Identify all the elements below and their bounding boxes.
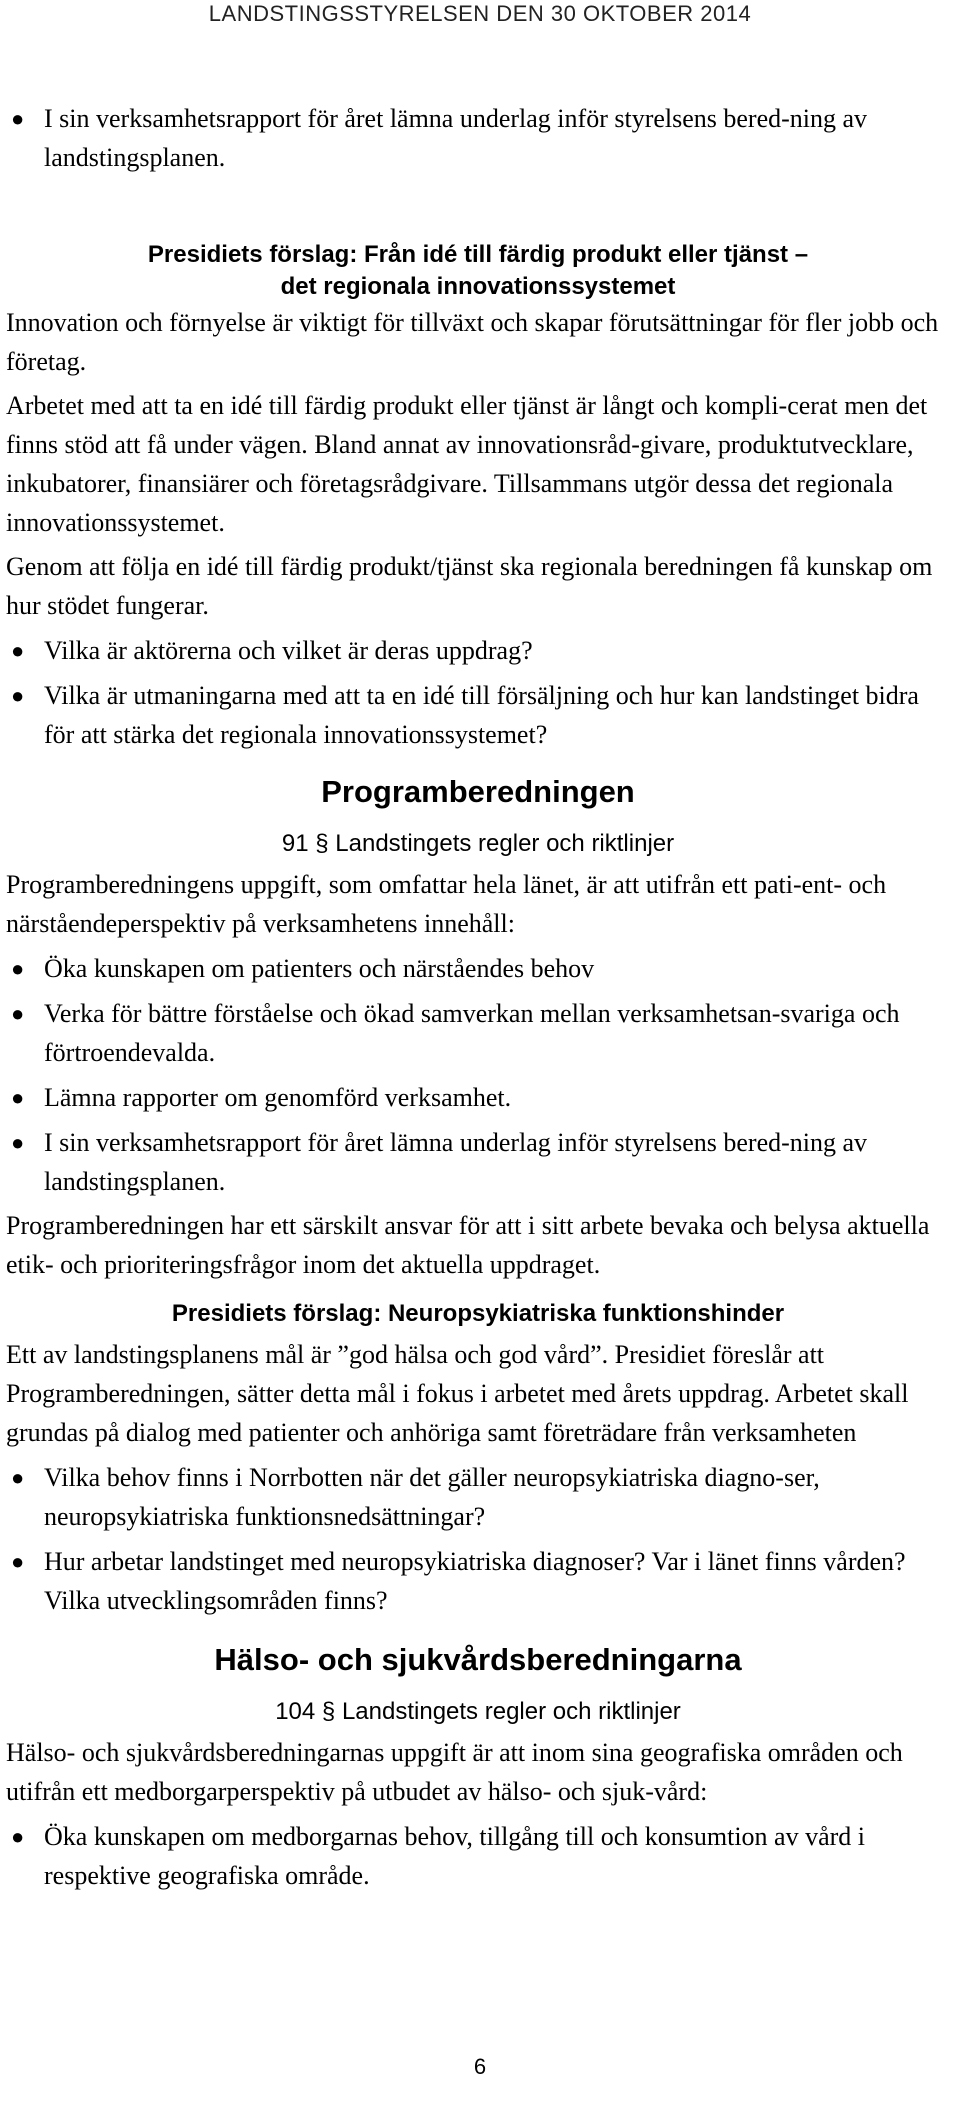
list-item-text: Vilka är aktörerna och vilket är deras uppdrag? [44,636,533,665]
list-item [6,1078,950,1117]
list-item [6,994,950,1072]
list-item [6,1542,950,1620]
innovation-paragraph-1: Innovation och förnyelse är viktigt för tillväxt och skapar förutsättningar för fler jobb och företag. [6,308,939,376]
list-item [6,1123,950,1201]
list-item [6,99,950,177]
halso-title: Hälso- och sjukvårdsberedningarna [214,1642,742,1677]
halso-bullet-list [6,1817,950,1895]
section-sign-icon: § [315,830,329,857]
bullet-icon: ● [11,1465,25,1490]
list-item-text: Hur arbetar landstinget med neuropsykiatriska diagnoser? Var i länet finns vården? Vilka utvecklingsområden finns? [44,1547,906,1615]
list-item [6,1458,950,1536]
neuropsykiatri-bullet-list [6,1458,950,1620]
programberedningen-bullet-list [6,949,950,1201]
ref-text: Landstingets regler och riktlinjer [341,1698,681,1725]
programberedningen-paragraph-3: Ett av landstingsplanens mål är ”god hälsa och god vård”. Presidiet föreslår att Programberedningen, sätter detta mål i fokus i arbetet med årets uppdrag. Arbetet skall grundas på dialog med patienter och anhöriga samt företrädare från verksamheten [6,1340,909,1447]
programberedningen-paragraph-1: Programberedningens uppgift, som omfattar hela länet, är att utifrån ett pati-ent- och närståendeperspektiv på verksamhetens innehåll: [6,870,887,938]
bullet-icon: ● [11,638,25,663]
list-item-text: Öka kunskapen om patienters och närståendes behov [44,954,595,983]
intro-bullet-list [6,99,950,177]
bullet-icon: ● [11,106,25,131]
list-item [6,949,950,988]
bullet-icon: ● [11,1549,25,1574]
ref-text: Landstingets regler och riktlinjer [335,830,675,857]
programberedningen-paragraph-2: Programberedningen har ett särskilt ansvar för att i sitt arbete bevaka och belysa aktuella etik- och prioriteringsfrågor inom det aktuella uppdraget. [6,1211,930,1279]
innovation-paragraph-2: Arbetet med att ta en idé till färdig produkt eller tjänst är långt och kompli-cerat men det finns stöd att få under vägen. Bland annat av innovationsråd-givare, produktutvecklare, inkubatorer, finansiärer och företagsrådgivare. Tillsammans utgör dessa det regionala innovationssystemet. [6,391,928,537]
bullet-icon: ● [11,1085,25,1110]
list-item [6,1817,950,1895]
bullet-icon: ● [11,956,25,981]
innovation-heading [6,239,950,303]
running-header: LANDSTINGSSTYRELSEN DEN 30 OKTOBER 2014 [208,1,752,26]
halso-ref [6,1696,950,1728]
ref-number: 104 [275,1698,316,1725]
list-item-text: Lämna rapporter om genomförd verksamhet. [44,1083,512,1112]
list-item-text: Vilka behov finns i Norrbotten när det gäller neuropsykiatriska diagno-ser, neuropsykiatriska funktionsnedsättningar? [44,1463,820,1531]
ref-number: 91 [281,830,309,857]
page-number: 6 [473,2054,487,2079]
page-body [6,99,950,1895]
bullet-icon: ● [11,1130,25,1155]
programberedningen-ref [6,828,950,860]
bullet-icon: ● [11,1001,25,1026]
list-item [6,631,950,670]
list-item-text: Öka kunskapen om medborgarnas behov, tillgång till och konsumtion av vård i respektive geografiska område. [44,1822,866,1890]
list-item-text: I sin verksamhetsrapport för året lämna underlag inför styrelsens bered-ning av landstingsplanen. [44,1128,868,1196]
innovation-bullet-list [6,631,950,754]
bullet-icon: ● [11,683,25,708]
innovation-heading-line1: Presidiets förslag: Från idé till färdig produkt eller tjänst – [147,241,809,268]
list-item-text: Vilka är utmaningarna med att ta en idé till försäljning och hur kan landstinget bidra för att stärka det regionala innovationssystemet? [44,681,919,749]
halso-paragraph-1: Hälso- och sjukvårdsberedningarnas uppgift är att inom sina geografiska områden och utifrån ett medborgarperspektiv på utbudet av hälso- och sjuk-vård: [6,1738,903,1806]
innovation-heading-line2: det regionala innovationssystemet [280,273,676,300]
list-item [6,676,950,754]
innovation-paragraph-3: Genom att följa en idé till färdig produkt/tjänst ska regionala beredningen få kunskap om hur stödet fungerar. [6,552,933,620]
section-sign-icon: § [321,1698,336,1725]
bullet-icon: ● [11,1824,25,1849]
neuropsykiatri-heading: Presidiets förslag: Neuropsykiatriska funktionshinder [171,1300,785,1327]
list-item-text: Verka för bättre förståelse och ökad samverkan mellan verksamhetsan-svariga och förtroendevalda. [44,999,900,1067]
list-item-text: I sin verksamhetsrapport för året lämna underlag inför styrelsens bered-ning av landstingsplanen. [44,104,868,172]
programberedningen-title: Programberedningen [321,774,635,809]
